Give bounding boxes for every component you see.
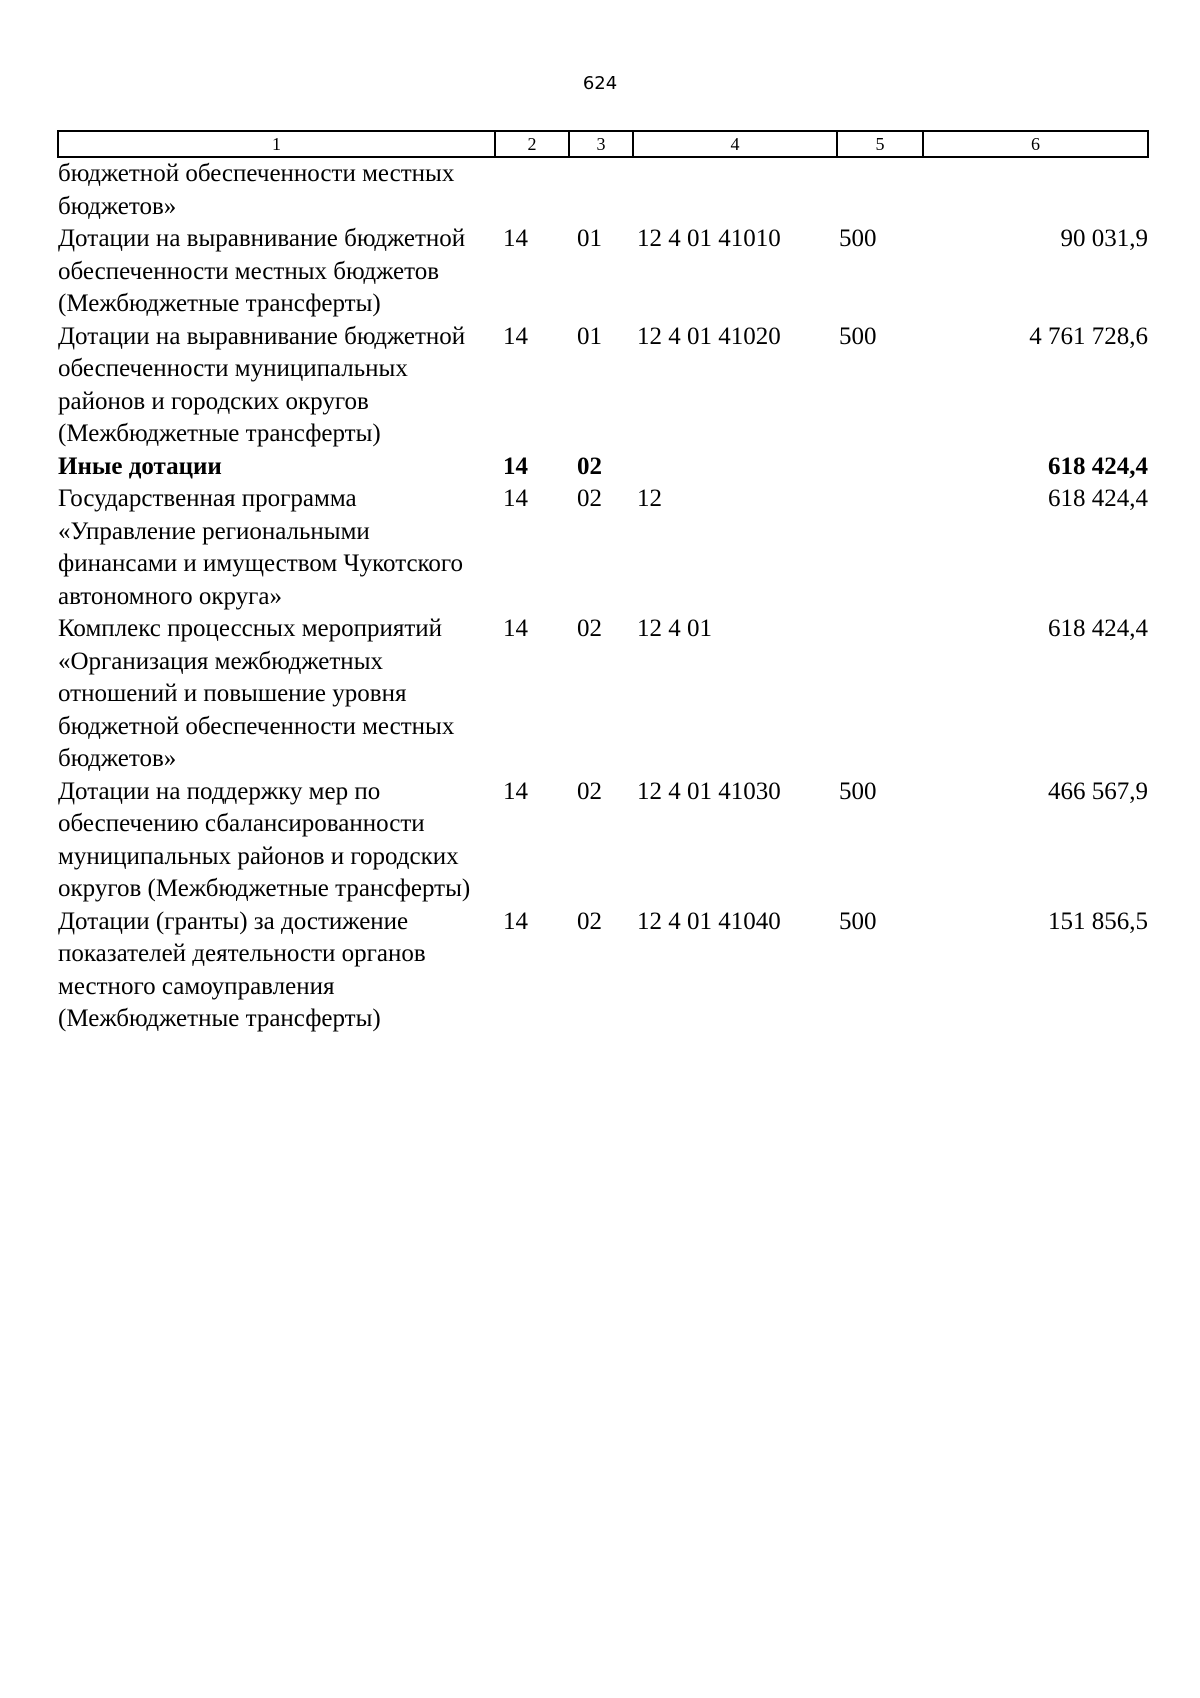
- row-subsection: 02: [577, 777, 602, 805]
- row-expense-type: [837, 451, 923, 484]
- header-col-3: 3: [569, 131, 633, 157]
- table-row: [58, 483, 1148, 613]
- table-row: [58, 776, 1148, 906]
- row-expense-type: 500: [839, 907, 877, 935]
- row-subsection: 02: [577, 907, 602, 935]
- row-target-article: 12 4 01 41020: [637, 322, 781, 350]
- budget-table: [57, 130, 1149, 1036]
- table-row: [58, 157, 1148, 223]
- table-row: [58, 906, 1148, 1036]
- row-expense-type: [837, 613, 923, 776]
- table-row: [58, 451, 1148, 484]
- row-section: 14: [503, 777, 528, 805]
- row-subsection: 01: [577, 322, 602, 350]
- row-section: [495, 157, 569, 223]
- table-body: [58, 157, 1148, 1036]
- table-row: [58, 613, 1148, 776]
- row-subsection: 02: [577, 485, 602, 512]
- row-target-article: 12 4 01: [637, 615, 712, 642]
- row-name: Дотации на выравнивание бюджетной обеспеченности местных бюджетов (Межбюджетные трансферты): [58, 225, 466, 317]
- table-row: [58, 321, 1148, 451]
- header-col-2: 2: [495, 131, 569, 157]
- row-amount: 466 567,9: [1048, 777, 1148, 805]
- row-name: Государственная программа «Управление региональными финансами и имуществом Чукотского автономного округа»: [58, 485, 464, 610]
- row-expense-type: [837, 157, 923, 223]
- row-expense-type: 500: [839, 777, 877, 805]
- row-expense-type: 500: [839, 322, 877, 350]
- row-subsection: 02: [577, 452, 602, 480]
- row-target-article: 12 4 01 41010: [637, 225, 781, 252]
- header-col-5: 5: [837, 131, 923, 157]
- row-section: 14: [503, 225, 528, 252]
- row-target-article: 12: [637, 485, 662, 512]
- header-row: [58, 131, 1148, 157]
- row-name: Иные дотации: [58, 452, 222, 480]
- row-subsection: [569, 157, 633, 223]
- row-name: Дотации на выравнивание бюджетной обеспеченности муниципальных районов и городских округов (Межбюджетные трансферты): [58, 322, 466, 447]
- row-name: Дотации на поддержку мер по обеспечению сбалансированности муниципальных районов и городских округов (Межбюджетные трансферты): [58, 777, 471, 902]
- row-subsection: 02: [577, 615, 602, 642]
- row-amount: 4 761 728,6: [1029, 322, 1148, 350]
- header-col-1: 1: [58, 131, 495, 157]
- row-amount: 618 424,4: [1048, 485, 1148, 512]
- table-row: [58, 223, 1148, 321]
- row-amount: 618 424,4: [1048, 615, 1148, 642]
- row-subsection: 01: [577, 225, 602, 252]
- row-target-article: [633, 451, 837, 484]
- page-number: 624: [582, 73, 618, 94]
- row-amount: 151 856,5: [1048, 907, 1148, 935]
- row-amount: 90 031,9: [1060, 225, 1148, 252]
- header-col-6: 6: [923, 131, 1148, 157]
- row-expense-type: 500: [839, 225, 877, 252]
- row-section: 14: [503, 485, 528, 512]
- row-section: 14: [503, 615, 528, 642]
- row-name: бюджетной обеспеченности местных бюджетов»: [58, 160, 455, 220]
- row-amount: [923, 157, 1148, 223]
- row-target-article: 12 4 01 41040: [637, 907, 781, 935]
- row-section: 14: [503, 907, 528, 935]
- table-header: [58, 131, 1148, 157]
- row-target-article: 12 4 01 41030: [637, 777, 781, 805]
- row-name: Дотации (гранты) за достижение показателей деятельности органов местного самоуправления (Межбюджетные трансферты): [58, 907, 426, 1032]
- row-section: 14: [503, 452, 528, 480]
- row-target-article: [633, 157, 837, 223]
- row-expense-type: [837, 483, 923, 613]
- row-amount: 618 424,4: [1048, 452, 1148, 480]
- row-section: 14: [503, 322, 528, 350]
- row-name: Комплекс процессных мероприятий «Организация межбюджетных отношений и повышение уровня бюджетной обеспеченности местных бюджетов»: [58, 615, 455, 772]
- header-col-4: 4: [633, 131, 837, 157]
